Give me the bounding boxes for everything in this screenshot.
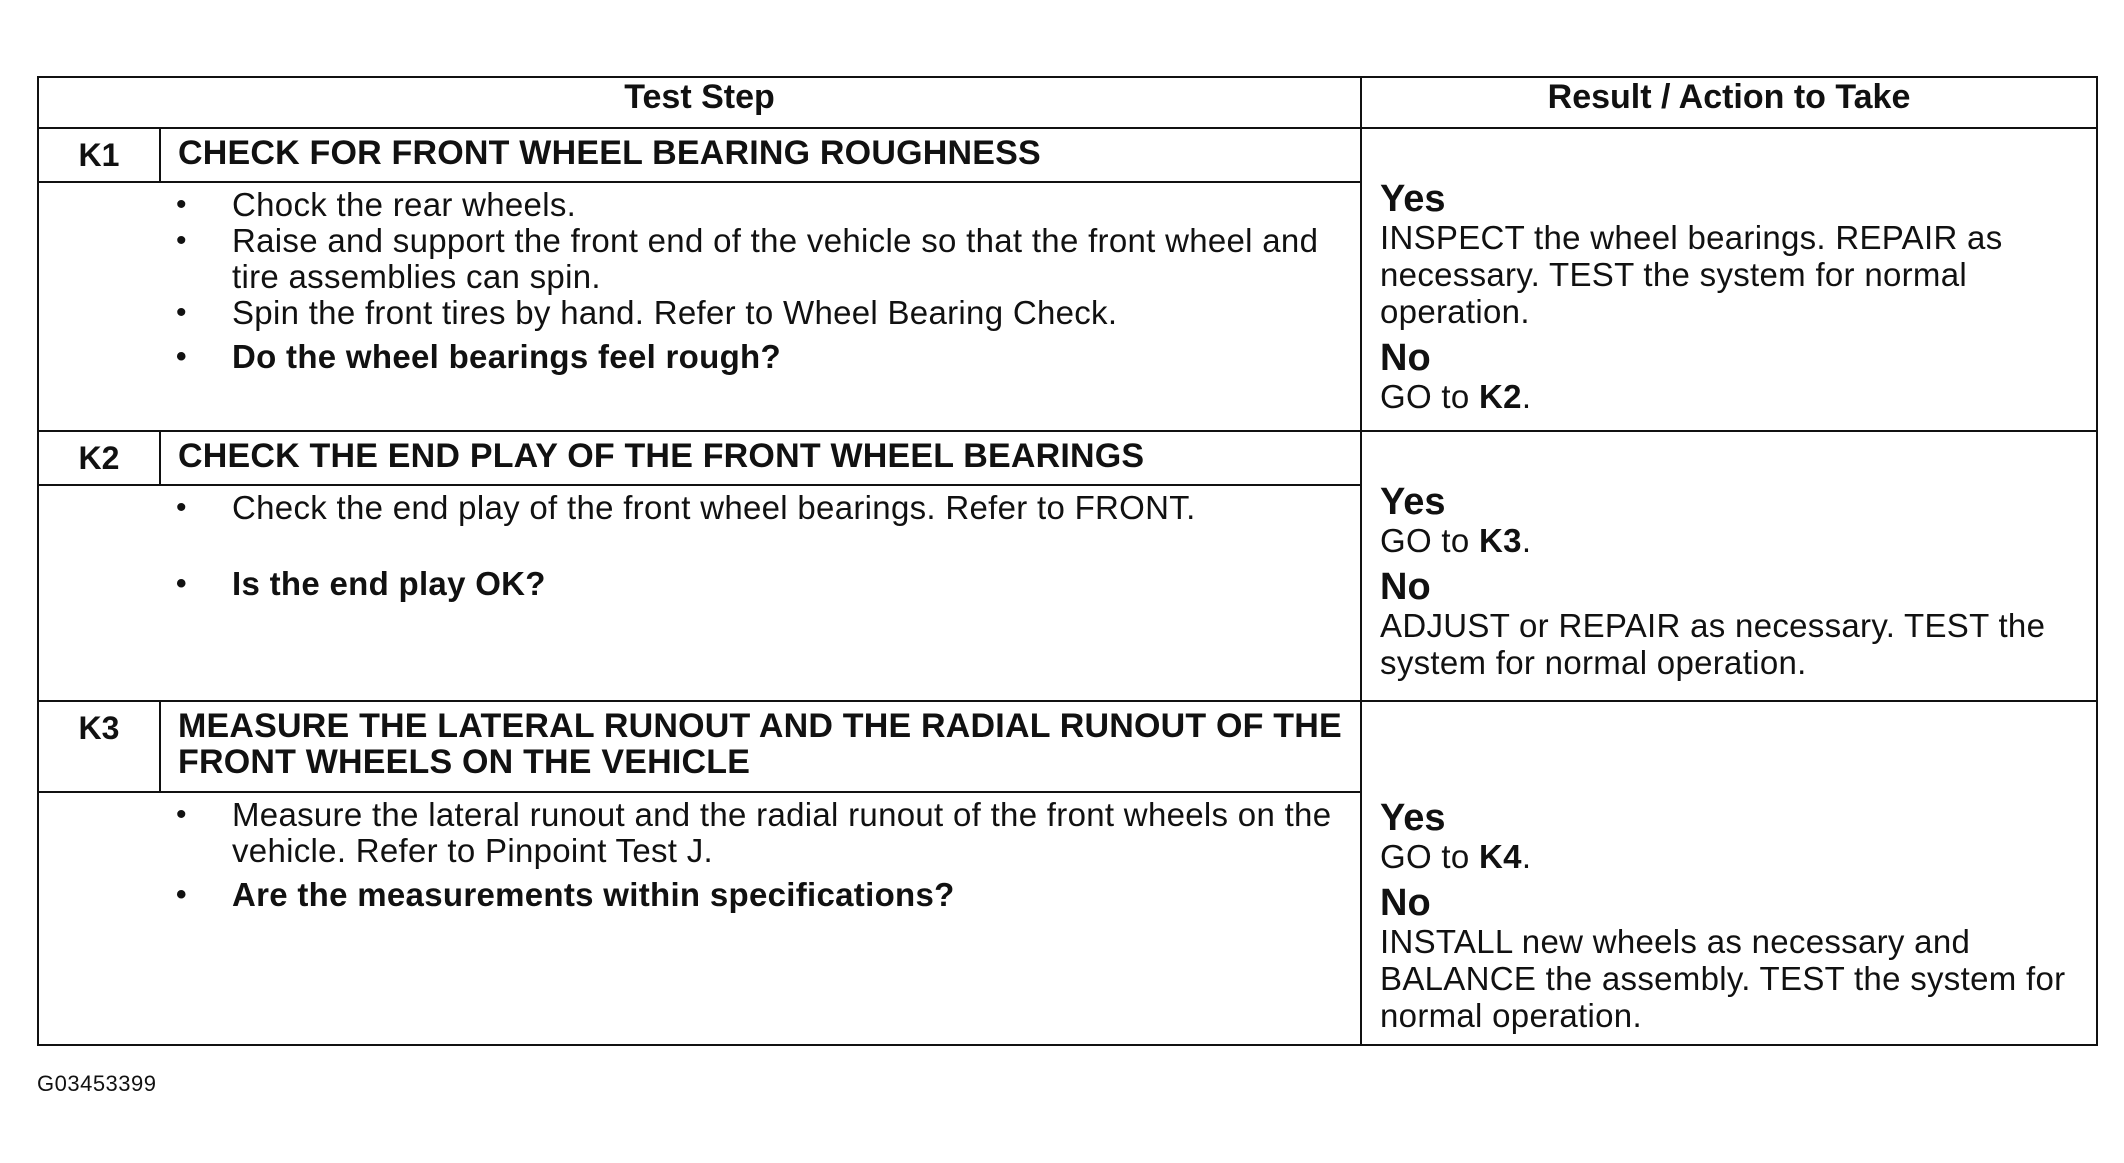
- step-body-k1: [38, 182, 1361, 431]
- step-id-k3: K3: [38, 701, 160, 792]
- no-action-text: ADJUST or REPAIR as necessary. TEST the system for normal operation.: [1380, 607, 2046, 681]
- question-text: Is the end play OK?: [232, 565, 546, 602]
- action-item: [39, 223, 1344, 295]
- no-label: No: [1380, 566, 1431, 608]
- result-no-k2: [1380, 567, 2082, 681]
- step-id-k2: K2: [38, 431, 160, 485]
- yes-action-text: [1380, 838, 2082, 875]
- action-text: Measure the lateral runout and the radial runout of the front wheels on the vehicle. Refer to Pinpoint Test J.: [232, 795, 1332, 869]
- action-item: [39, 797, 1344, 869]
- no-action-text: INSTALL new wheels as necessary and BALANCE the assembly. TEST the system for normal operation.: [1380, 923, 2066, 1034]
- action-text: Chock the rear wheels.: [232, 186, 577, 223]
- question-text: Are the measurements within specifications?: [232, 875, 955, 913]
- bullet-icon: •: [176, 797, 187, 831]
- step-body-k2: [38, 485, 1361, 701]
- yes-label: Yes: [1380, 481, 1446, 523]
- question-item: [39, 566, 1344, 602]
- go-to-prefix: GO to: [1380, 522, 1480, 559]
- step-title-k3: MEASURE THE LATERAL RUNOUT AND THE RADIAL RUNOUT OF THE FRONT WHEELS ON THE VEHICLE: [160, 701, 1361, 792]
- action-list: [39, 187, 1344, 375]
- step-title-k1: CHECK FOR FRONT WHEEL BEARING ROUGHNESS: [160, 128, 1361, 182]
- bullet-icon: •: [176, 877, 187, 911]
- go-to-suffix: .: [1521, 838, 1532, 875]
- header-result-action: Result / Action to Take: [1361, 77, 2097, 128]
- step-body-k3: [38, 792, 1361, 1045]
- result-yes-k3: [1380, 798, 2082, 875]
- action-list: [39, 490, 1344, 602]
- result-cell-k3: [1361, 701, 2097, 1045]
- no-action-text: [1380, 378, 2082, 415]
- bullet-icon: •: [176, 491, 187, 524]
- action-text: Raise and support the front end of the vehicle so that the front wheel and tire assemblies can spin.: [232, 222, 1319, 295]
- figure-id-caption: G03453399: [37, 1071, 157, 1096]
- step-reference: K2: [1479, 378, 1522, 415]
- result-yes-k1: [1380, 179, 2082, 330]
- no-label: No: [1380, 882, 1431, 924]
- result-no-k1: [1380, 338, 2082, 415]
- yes-action-text: [1380, 522, 2082, 559]
- table-header-row: [38, 77, 2097, 128]
- step-title-row-k2: [38, 431, 2097, 485]
- step-title-k2: CHECK THE END PLAY OF THE FRONT WHEEL BEARINGS: [160, 431, 1361, 485]
- bullet-icon: •: [176, 188, 187, 221]
- question-item: [39, 339, 1344, 375]
- action-item: [39, 187, 1344, 223]
- bullet-icon: •: [176, 224, 187, 257]
- no-label: No: [1380, 337, 1431, 379]
- action-text: Check the end play of the front wheel bearings. Refer to FRONT.: [232, 489, 1196, 526]
- step-reference: K4: [1479, 838, 1522, 875]
- result-no-k3: [1380, 883, 2082, 1034]
- action-item: [39, 295, 1344, 331]
- step-id-k1: K1: [38, 128, 160, 182]
- bullet-icon: •: [176, 340, 187, 373]
- yes-label: Yes: [1380, 178, 1446, 220]
- go-to-suffix: .: [1521, 378, 1532, 415]
- question-text: Do the wheel bearings feel rough?: [232, 338, 781, 375]
- question-item: [39, 877, 1344, 913]
- go-to-prefix: GO to: [1380, 838, 1480, 875]
- yes-label: Yes: [1380, 797, 1446, 839]
- yes-action-text: INSPECT the wheel bearings. REPAIR as necessary. TEST the system for normal operation.: [1380, 219, 2003, 330]
- pinpoint-test-table: [37, 76, 2098, 1046]
- go-to-suffix: .: [1521, 522, 1532, 559]
- header-test-step: Test Step: [38, 77, 1361, 128]
- step-reference: K3: [1479, 522, 1522, 559]
- go-to-prefix: GO to: [1380, 378, 1480, 415]
- step-title-row-k3: [38, 701, 2097, 792]
- bullet-icon: •: [176, 296, 187, 329]
- result-cell-k1: [1361, 128, 2097, 431]
- action-text: Spin the front tires by hand. Refer to Wheel Bearing Check.: [232, 294, 1118, 331]
- action-item: [39, 490, 1344, 526]
- bullet-icon: •: [176, 567, 187, 600]
- action-list: [39, 797, 1344, 913]
- step-title-row-k1: [38, 128, 2097, 182]
- result-yes-k2: [1380, 482, 2082, 559]
- result-cell-k2: [1361, 431, 2097, 701]
